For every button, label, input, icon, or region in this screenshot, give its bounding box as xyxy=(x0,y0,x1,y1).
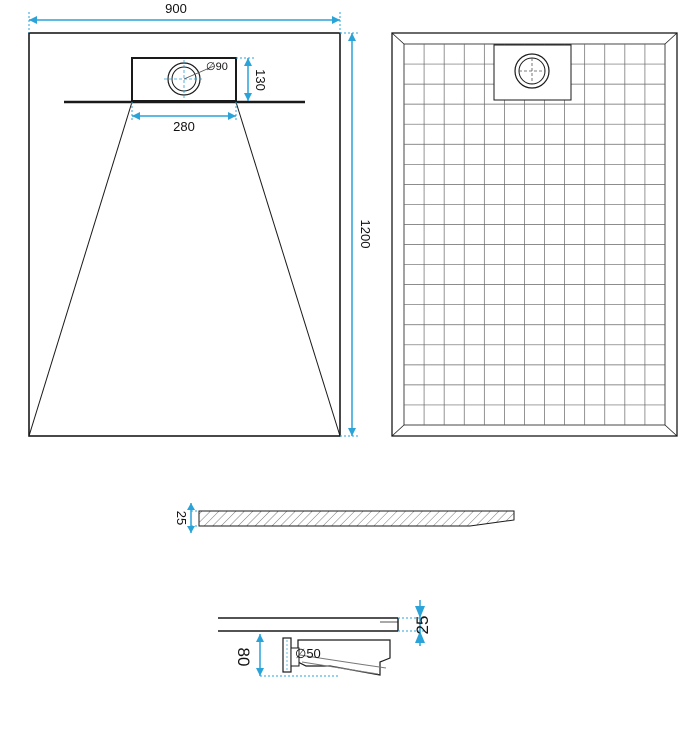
top-view xyxy=(29,1,373,436)
section-lip-label: 25 xyxy=(413,615,432,635)
drain-depth-dimension xyxy=(236,58,254,101)
drain-width-label: 280 xyxy=(173,119,195,134)
drain-diameter-label: ∅90 xyxy=(206,61,228,73)
side-profile xyxy=(174,503,514,533)
tile-grid xyxy=(404,44,665,425)
slope-line-right xyxy=(236,102,340,436)
tray-outline xyxy=(29,33,340,436)
thickness-label: 25 xyxy=(174,510,189,526)
length-dimension xyxy=(340,33,358,436)
drain-section xyxy=(218,600,432,676)
section-height-label: 80 xyxy=(234,647,253,667)
drain-width-dimension xyxy=(132,102,236,120)
outlet-pipe xyxy=(283,638,291,672)
width-label: 900 xyxy=(165,1,187,16)
drain-cover xyxy=(494,45,571,100)
drain-depth-label: 130 xyxy=(253,69,268,91)
tray-profile xyxy=(199,511,514,526)
slope-line-left xyxy=(29,102,132,436)
length-label: 1200 xyxy=(358,219,373,249)
outlet-diameter-label: ∅50 xyxy=(295,646,321,661)
textured-view xyxy=(392,33,677,436)
